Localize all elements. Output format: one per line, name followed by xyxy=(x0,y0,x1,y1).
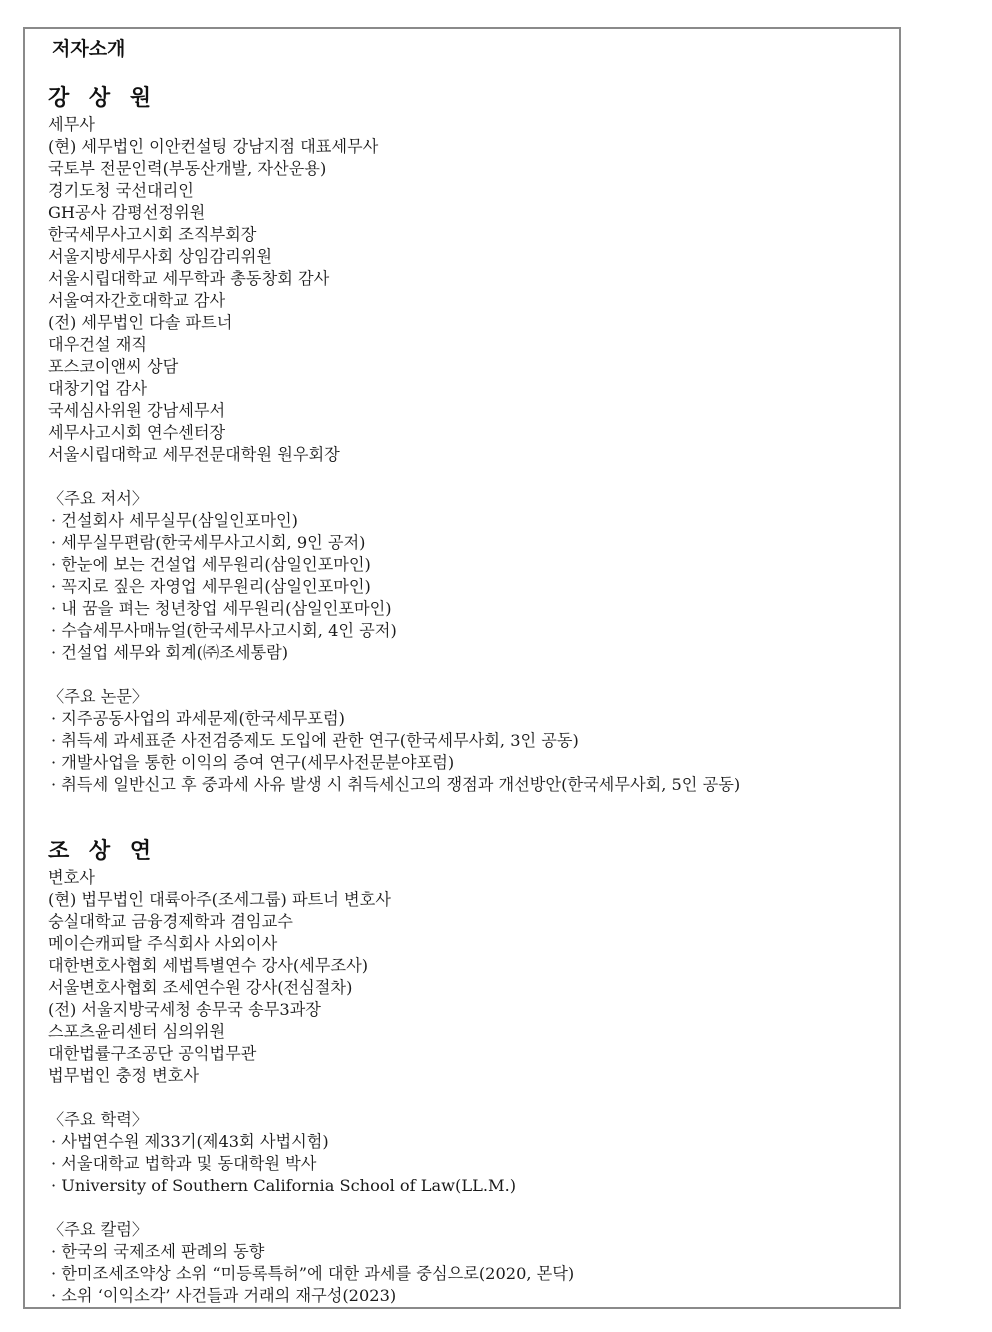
section-title: 〈주요 칼럼〉 xyxy=(48,1220,149,1239)
career-item: 대창기업 감사 xyxy=(48,379,147,398)
list-item: · 건설업 세무와 회계(㈜조세통람) xyxy=(51,643,289,662)
career-item: 세무사 xyxy=(48,115,95,134)
career-item: 대한법률구조공단 공익법무관 xyxy=(48,1044,257,1063)
list-item: · 소위 ‘이익소각’ 사건들과 거래의 재구성(2023) xyxy=(51,1286,397,1305)
career-item: 서울시립대학교 세무학과 총동창회 감사 xyxy=(48,269,330,288)
list-item: · 수습세무사매뉴얼(한국세무사고시회, 4인 공저) xyxy=(51,621,397,640)
career-item: 서울지방세무사회 상임감리위원 xyxy=(48,247,273,266)
papers-section xyxy=(48,686,740,796)
career-item: 세무사고시회 연수센터장 xyxy=(48,423,226,442)
list-item: · 한눈에 보는 건설업 세무원리(삼일인포마인) xyxy=(51,555,371,574)
career-list xyxy=(48,867,574,1087)
list-item: · 서울대학교 법학과 및 동대학원 박사 xyxy=(51,1154,317,1173)
career-item: 대한변호사협회 세법특별연수 강사(세무조사) xyxy=(48,956,369,975)
list-item: · 세무실무편람(한국세무사고시회, 9인 공저) xyxy=(51,533,366,552)
list-item: · 지주공동사업의 과세문제(한국세무포럼) xyxy=(51,709,345,728)
list-item: · 한국의 국제조세 판례의 동향 xyxy=(51,1242,265,1261)
list-item: · 취득세 과세표준 사전검증제도 도입에 관한 연구(한국세무사회, 3인 공동) xyxy=(51,731,579,750)
career-item: (현) 세무법인 이안컨설팅 강남지점 대표세무사 xyxy=(48,137,379,156)
section-title: 〈주요 저서〉 xyxy=(48,489,149,508)
list-item: · 내 꿈을 펴는 청년창업 세무원리(삼일인포마인) xyxy=(51,599,392,618)
career-item: 법무법인 충정 변호사 xyxy=(48,1066,200,1085)
author-block-2 xyxy=(48,837,574,1307)
list-item: · 건설회사 세무실무(삼일인포마인) xyxy=(51,511,298,530)
columns-section xyxy=(48,1219,574,1307)
list-item: · University of Southern California School of Law(LL.M.) xyxy=(51,1176,517,1195)
career-item: 숭실대학교 금융경제학과 겸임교수 xyxy=(48,912,293,931)
page-heading: 저자소개 xyxy=(52,38,126,60)
list-item: · 꼭지로 짚은 자영업 세무원리(삼일인포마인) xyxy=(51,577,371,596)
career-item: 국토부 전문인력(부동산개발, 자산운용) xyxy=(48,159,327,178)
career-item: 포스코이앤씨 상담 xyxy=(48,357,179,376)
list-item: · 개발사업을 통한 이익의 증여 연구(세무사전문분야포럼) xyxy=(51,753,455,772)
career-item: 대우건설 재직 xyxy=(48,335,147,354)
career-item: 경기도청 국선대리인 xyxy=(48,181,194,200)
list-item: · 취득세 일반신고 후 중과세 사유 발생 시 취득세신고의 쟁점과 개선방안(한국세무사회, 5인 공동) xyxy=(51,775,741,794)
section-title: 〈주요 논문〉 xyxy=(48,687,149,706)
author-name: 조 상 연 xyxy=(48,839,158,864)
education-section xyxy=(48,1109,574,1197)
career-item: (전) 세무법인 다솔 파트너 xyxy=(48,313,233,332)
career-item: 서울여자간호대학교 감사 xyxy=(48,291,226,310)
career-item: (현) 법무법인 대륙아주(조세그룹) 파트너 변호사 xyxy=(48,890,391,909)
books-section xyxy=(48,488,740,664)
author-block-1 xyxy=(48,84,740,796)
career-item: 한국세무사고시회 조직부회장 xyxy=(48,225,257,244)
career-item: 서울변호사협회 조세연수원 강사(전심절차) xyxy=(48,978,353,997)
career-item: GH공사 감평선정위원 xyxy=(48,203,206,222)
section-title: 〈주요 학력〉 xyxy=(48,1110,149,1129)
career-item: 메이슨캐피탈 주식회사 사외이사 xyxy=(48,934,278,953)
author-name: 강 상 원 xyxy=(48,86,158,111)
career-list xyxy=(48,114,740,466)
career-item: 변호사 xyxy=(48,868,95,887)
career-item: 국세심사위원 강남세무서 xyxy=(48,401,226,420)
career-item: (전) 서울지방국세청 송무국 송무3과장 xyxy=(48,1000,321,1019)
list-item: · 사법연수원 제33기(제43회 사법시험) xyxy=(51,1132,329,1151)
list-item: · 한미조세조약상 소위 “미등록특허”에 대한 과세를 중심으로(2020, 몬닥) xyxy=(51,1264,575,1283)
career-item: 서울시립대학교 세무전문대학원 원우회장 xyxy=(48,445,340,464)
career-item: 스포츠윤리센터 심의위원 xyxy=(48,1022,226,1041)
